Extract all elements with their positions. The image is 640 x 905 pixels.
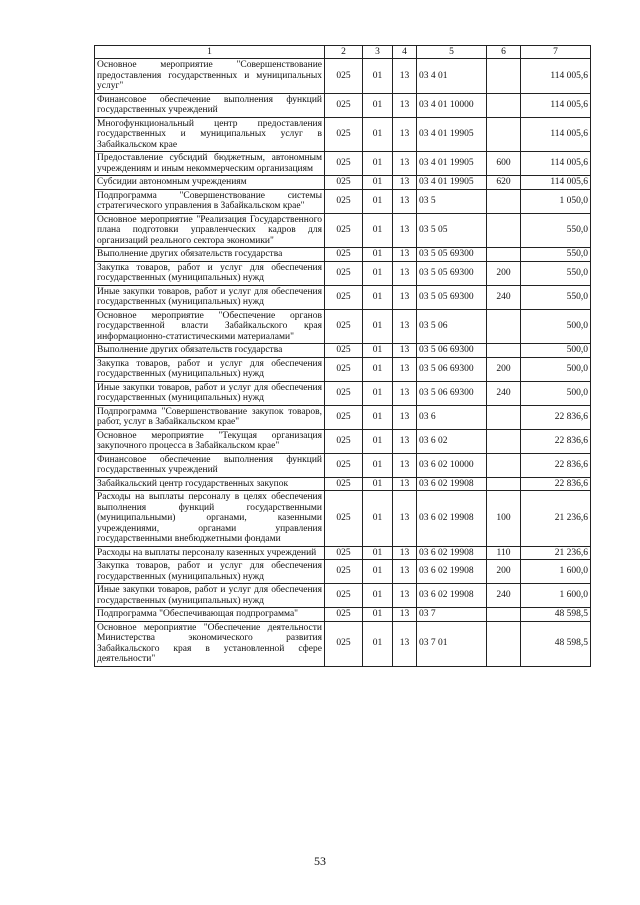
row-subsection: 13: [393, 59, 417, 94]
table-body: [95, 59, 591, 667]
row-name: Иные закупки товаров, работ и услуг для обеспечения государственных (муниципальных) нужд: [95, 381, 325, 405]
row-admin-code: 025: [325, 176, 363, 190]
row-admin-code: 025: [325, 405, 363, 429]
row-target-article: 03 6 02: [417, 429, 487, 453]
row-admin-code: 025: [325, 429, 363, 453]
row-subsection: 13: [393, 621, 417, 666]
row-name: Иные закупки товаров, работ и услуг для обеспечения государственных (муниципальных) нужд: [95, 285, 325, 309]
row-subsection: 13: [393, 93, 417, 117]
row-name: Закупка товаров, работ и услуг для обеспечения государственных (муниципальных) нужд: [95, 261, 325, 285]
row-target-article: 03 5 06 69300: [417, 344, 487, 358]
row-expense-type: 200: [487, 560, 521, 584]
row-subsection: 13: [393, 213, 417, 248]
header-col-1: 1: [95, 46, 325, 59]
row-expense-type: [487, 93, 521, 117]
row-target-article: 03 6: [417, 405, 487, 429]
row-subsection: 13: [393, 429, 417, 453]
row-amount: 500,0: [521, 309, 591, 344]
row-expense-type: [487, 59, 521, 94]
table-row: [95, 309, 591, 344]
row-name: Подпрограмма "Совершенствование закупок товаров, работ, услуг в Забайкальском крае": [95, 405, 325, 429]
row-section: 01: [363, 261, 393, 285]
page-number: 53: [314, 854, 326, 868]
row-amount: 1 600,0: [521, 560, 591, 584]
row-section: 01: [363, 453, 393, 477]
table-row: [95, 189, 591, 213]
row-amount: 114 005,6: [521, 93, 591, 117]
row-admin-code: 025: [325, 117, 363, 152]
row-target-article: 03 5 05 69300: [417, 248, 487, 262]
row-section: 01: [363, 285, 393, 309]
row-admin-code: 025: [325, 59, 363, 94]
row-target-article: 03 6 02 19908: [417, 546, 487, 560]
row-amount: 500,0: [521, 381, 591, 405]
row-name: Основное мероприятие "Совершенствование предоставления государственных и муниципальных услуг": [95, 59, 325, 94]
row-subsection: 13: [393, 117, 417, 152]
row-amount: 22 836,6: [521, 477, 591, 491]
row-admin-code: 025: [325, 152, 363, 176]
row-subsection: 13: [393, 285, 417, 309]
row-name: Подпрограмма "Совершенствование системы стратегического управления в Забайкальском крае": [95, 189, 325, 213]
row-subsection: 13: [393, 608, 417, 622]
row-section: 01: [363, 248, 393, 262]
row-subsection: 13: [393, 560, 417, 584]
table-row: [95, 477, 591, 491]
row-target-article: 03 7 01: [417, 621, 487, 666]
row-amount: 114 005,6: [521, 176, 591, 190]
row-subsection: 13: [393, 152, 417, 176]
table-row: [95, 59, 591, 94]
row-target-article: 03 5 05 69300: [417, 285, 487, 309]
row-amount: 48 598,5: [521, 621, 591, 666]
table-row: [95, 405, 591, 429]
row-amount: 22 836,6: [521, 429, 591, 453]
table-header-row: [95, 46, 591, 59]
row-expense-type: 200: [487, 261, 521, 285]
row-amount: 550,0: [521, 213, 591, 248]
row-amount: 1 050,0: [521, 189, 591, 213]
row-name: Забайкальский центр государственных закупок: [95, 477, 325, 491]
row-name: Финансовое обеспечение выполнения функций государственных учреждений: [95, 453, 325, 477]
row-amount: 22 836,6: [521, 405, 591, 429]
row-amount: 1 600,0: [521, 584, 591, 608]
row-section: 01: [363, 584, 393, 608]
row-admin-code: 025: [325, 248, 363, 262]
row-admin-code: 025: [325, 546, 363, 560]
row-section: 01: [363, 357, 393, 381]
row-section: 01: [363, 381, 393, 405]
header-col-7: 7: [521, 46, 591, 59]
row-section: 01: [363, 560, 393, 584]
row-section: 01: [363, 429, 393, 453]
header-col-6: 6: [487, 46, 521, 59]
row-amount: 114 005,6: [521, 152, 591, 176]
table-row: [95, 560, 591, 584]
row-amount: 114 005,6: [521, 117, 591, 152]
row-subsection: 13: [393, 176, 417, 190]
row-name: Основное мероприятие "Обеспечение деятельности Министерства экономического развития Забайкальского края в установленной сфере деятельности": [95, 621, 325, 666]
row-section: 01: [363, 477, 393, 491]
row-amount: 22 836,6: [521, 453, 591, 477]
row-target-article: 03 5 05: [417, 213, 487, 248]
row-section: 01: [363, 189, 393, 213]
row-name: Финансовое обеспечение выполнения функций государственных учреждений: [95, 93, 325, 117]
row-amount: 500,0: [521, 344, 591, 358]
row-target-article: 03 4 01 19905: [417, 152, 487, 176]
row-expense-type: [487, 477, 521, 491]
table-row: [95, 285, 591, 309]
row-expense-type: 100: [487, 491, 521, 547]
row-expense-type: [487, 309, 521, 344]
table-row: [95, 344, 591, 358]
row-section: 01: [363, 621, 393, 666]
row-expense-type: 600: [487, 152, 521, 176]
row-name: Субсидии автономным учреждениям: [95, 176, 325, 190]
row-expense-type: [487, 429, 521, 453]
row-expense-type: 240: [487, 285, 521, 309]
row-expense-type: [487, 621, 521, 666]
row-expense-type: [487, 213, 521, 248]
row-expense-type: 240: [487, 584, 521, 608]
row-name: Многофункциональный центр предоставления государственных и муниципальных услуг в Забайкальском крае: [95, 117, 325, 152]
row-name: Расходы на выплаты персоналу в целях обеспечения выполнения функций государственными (муниципальными) органами, казенными учреждениями, органами управления государственными внебюджетными фондами: [95, 491, 325, 547]
table-row: [95, 261, 591, 285]
row-target-article: 03 6 02 19908: [417, 584, 487, 608]
row-admin-code: 025: [325, 261, 363, 285]
row-target-article: 03 4 01 10000: [417, 93, 487, 117]
table-row: [95, 491, 591, 547]
row-expense-type: [487, 117, 521, 152]
row-subsection: 13: [393, 405, 417, 429]
row-amount: 48 598,5: [521, 608, 591, 622]
row-admin-code: 025: [325, 584, 363, 608]
row-expense-type: [487, 453, 521, 477]
table-row: [95, 429, 591, 453]
row-name: Выполнение других обязательств государства: [95, 248, 325, 262]
row-target-article: 03 6 02 19908: [417, 477, 487, 491]
header-col-5: 5: [417, 46, 487, 59]
row-amount: 550,0: [521, 261, 591, 285]
row-section: 01: [363, 93, 393, 117]
table-row: [95, 357, 591, 381]
row-amount: 550,0: [521, 248, 591, 262]
row-section: 01: [363, 309, 393, 344]
row-section: 01: [363, 608, 393, 622]
table-row: [95, 176, 591, 190]
row-expense-type: [487, 405, 521, 429]
table-row: [95, 248, 591, 262]
row-subsection: 13: [393, 477, 417, 491]
row-expense-type: 110: [487, 546, 521, 560]
row-admin-code: 025: [325, 381, 363, 405]
row-section: 01: [363, 491, 393, 547]
table-row: [95, 546, 591, 560]
row-subsection: 13: [393, 381, 417, 405]
row-admin-code: 025: [325, 93, 363, 117]
row-target-article: 03 6 02 19908: [417, 560, 487, 584]
row-name: Закупка товаров, работ и услуг для обеспечения государственных (муниципальных) нужд: [95, 357, 325, 381]
row-subsection: 13: [393, 491, 417, 547]
header-col-3: 3: [363, 46, 393, 59]
row-expense-type: 620: [487, 176, 521, 190]
row-section: 01: [363, 152, 393, 176]
row-target-article: 03 5 06 69300: [417, 381, 487, 405]
table-row: [95, 608, 591, 622]
row-subsection: 13: [393, 309, 417, 344]
row-admin-code: 025: [325, 477, 363, 491]
row-section: 01: [363, 176, 393, 190]
row-name: Основное мероприятие "Обеспечение органов государственной власти Забайкальского края информационно-статистическими материалами": [95, 309, 325, 344]
row-subsection: 13: [393, 453, 417, 477]
row-target-article: 03 5: [417, 189, 487, 213]
row-target-article: 03 4 01 19905: [417, 176, 487, 190]
row-amount: 21 236,6: [521, 491, 591, 547]
table-row: [95, 117, 591, 152]
row-expense-type: 200: [487, 357, 521, 381]
row-section: 01: [363, 59, 393, 94]
row-name: Предоставление субсидий бюджетным, автономным учреждениям и иным некоммерческим организациям: [95, 152, 325, 176]
row-name: Расходы на выплаты персоналу казенных учреждений: [95, 546, 325, 560]
row-subsection: 13: [393, 546, 417, 560]
row-subsection: 13: [393, 261, 417, 285]
row-expense-type: [487, 608, 521, 622]
table-row: [95, 93, 591, 117]
table-row: [95, 152, 591, 176]
row-target-article: 03 7: [417, 608, 487, 622]
row-expense-type: [487, 248, 521, 262]
row-admin-code: 025: [325, 491, 363, 547]
row-expense-type: [487, 189, 521, 213]
row-subsection: 13: [393, 584, 417, 608]
row-admin-code: 025: [325, 309, 363, 344]
row-name: Иные закупки товаров, работ и услуг для обеспечения государственных (муниципальных) нужд: [95, 584, 325, 608]
row-amount: 500,0: [521, 357, 591, 381]
row-admin-code: 025: [325, 285, 363, 309]
row-expense-type: [487, 344, 521, 358]
row-subsection: 13: [393, 357, 417, 381]
row-admin-code: 025: [325, 357, 363, 381]
row-section: 01: [363, 117, 393, 152]
row-name: Закупка товаров, работ и услуг для обеспечения государственных (муниципальных) нужд: [95, 560, 325, 584]
header-col-2: 2: [325, 46, 363, 59]
row-subsection: 13: [393, 248, 417, 262]
row-section: 01: [363, 213, 393, 248]
table-row: [95, 453, 591, 477]
row-target-article: 03 6 02 10000: [417, 453, 487, 477]
table-row: [95, 584, 591, 608]
row-admin-code: 025: [325, 608, 363, 622]
row-subsection: 13: [393, 344, 417, 358]
row-target-article: 03 5 05 69300: [417, 261, 487, 285]
budget-table: [94, 45, 591, 667]
row-target-article: 03 4 01 19905: [417, 117, 487, 152]
row-expense-type: 240: [487, 381, 521, 405]
header-col-4: 4: [393, 46, 417, 59]
row-target-article: 03 5 06: [417, 309, 487, 344]
row-target-article: 03 4 01: [417, 59, 487, 94]
row-amount: 21 236,6: [521, 546, 591, 560]
row-admin-code: 025: [325, 621, 363, 666]
row-name: Основное мероприятие "Реализация Государственного плана подготовки управленческих кадров для организаций реального сектора экономики": [95, 213, 325, 248]
row-name: Выполнение других обязательств государства: [95, 344, 325, 358]
row-admin-code: 025: [325, 560, 363, 584]
row-target-article: 03 6 02 19908: [417, 491, 487, 547]
row-name: Основное мероприятие "Текущая организация закупочного процесса в Забайкальском крае": [95, 429, 325, 453]
row-section: 01: [363, 546, 393, 560]
row-section: 01: [363, 405, 393, 429]
row-amount: 114 005,6: [521, 59, 591, 94]
table-row: [95, 213, 591, 248]
row-admin-code: 025: [325, 453, 363, 477]
row-admin-code: 025: [325, 213, 363, 248]
row-admin-code: 025: [325, 344, 363, 358]
row-section: 01: [363, 344, 393, 358]
table-row: [95, 381, 591, 405]
table-row: [95, 621, 591, 666]
row-name: Подпрограмма "Обеспечивающая подпрограмма": [95, 608, 325, 622]
row-amount: 550,0: [521, 285, 591, 309]
row-subsection: 13: [393, 189, 417, 213]
row-target-article: 03 5 06 69300: [417, 357, 487, 381]
row-admin-code: 025: [325, 189, 363, 213]
